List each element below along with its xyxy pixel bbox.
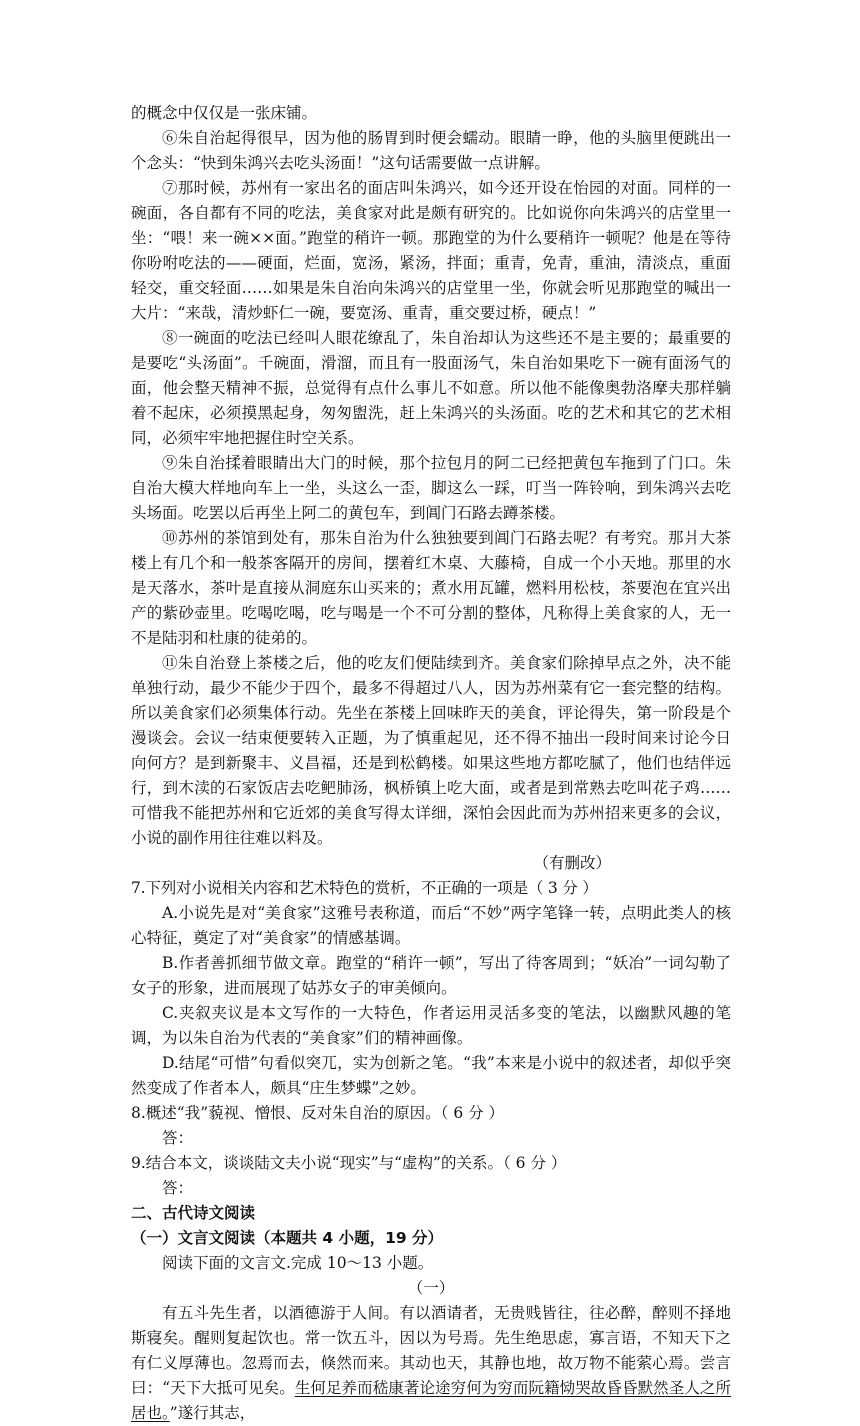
passage-part-label: （一） [407, 1279, 455, 1297]
abridged-note: （有删改） [533, 854, 611, 872]
story-paragraph-8: ⑧一碗面的吃法已经叫人眼花缭乱了，朱自治却认为这些还不是主要的；最重要的是要吃“头汤面”。千碗面，滑溜，而且有一股面汤气，朱自治如果吃下一碗有面汤气的面，他会整天精神不振，总觉得有点什么事儿不如意。所以他不能像奥勃洛摩夫那样躺着不起床，必须摸黑起身，匆匆盥洗，赶上朱鸿兴的头汤面。吃的艺术和其它的艺术相同，必须牢牢地把握住时空关系。 [131, 329, 731, 447]
question-7-option-b: B.作者善抓细节做文章。跑堂的“稍许一顿”，写出了待客周到；“妖冶”一词勾勒了女子的形象，进而展现了姑苏女子的审美倾向。 [131, 954, 731, 997]
question-7-option-a: A.小说先是对“美食家”这雅号表称道，而后“不妙”两字笔锋一转，点明此类人的核心特征，奠定了对“美食家”的情感基调。 [131, 904, 731, 947]
document-page [131, 101, 731, 1426]
story-paragraph-11: ⑪朱自治登上茶楼之后，他的吃友们便陆续到齐。美食家们除掉早点之外，决不能单独行动，最少不能少于四个，最多不得超过八人，因为苏州菜有它一套完整的结构。所以美食家们必须集体行动。先坐在茶楼上回味昨天的美食，评论得失，第一阶段是个漫谈会。会议一结束便要转入正题，为了慎重起见，还不得不抽出一段时间来讨论今日向何方？是到新聚丰、义昌福，还是到松鹤楼。如果这些地方都吃腻了，他们也结伴远行，到木渎的石家饭店去吃鲃肺汤，枫桥镇上吃大面，或者是到常熟去吃叫花子鸡……可惜我不能把苏州和它近郊的美食写得太详细，深怕会因此而为苏州招来更多的会议，小说的副作用往往难以料及。 [131, 654, 731, 847]
question-7-option-c: C.夹叙夹议是本文写作的一大特色，作者运用灵活多变的笔法，以幽默风趣的笔调，为以朱自治为代表的“美食家”们的精神画像。 [131, 1004, 731, 1047]
story-paragraph-9: ⑨朱自治揉着眼睛出大门的时候，那个拉包月的阿二已经把黄包车拖到了门口。朱自治大模大样地向车上一坐，头这么一歪，脚这么一踩，叮当一阵铃响，到朱鸿兴去吃头场面。吃罢以后再坐上阿二的黄包车，到阊门石路去蹲茶楼。 [131, 454, 731, 522]
reading-instruction: 阅读下面的文言文.完成 10～13 小题。 [162, 1254, 434, 1272]
subsection-heading: （一）文言文阅读（本题共 4 小题，19 分） [131, 1229, 444, 1247]
story-paragraph-continued: 的概念中仅仅是一张床铺。 [131, 104, 318, 122]
underlined-sentence: 生何足养而嵇康著论途穷何为穷而阮籍恸哭故昏昏默然圣人之所居也。 [131, 1379, 731, 1422]
story-paragraph-7: ⑦那时候，苏州有一家出名的面店叫朱鸿兴，如今还开设在怡园的对面。同样的一碗面，各自都有不同的吃法，美食家对此是颇有研究的。比如说你向朱鸿兴的店堂里一坐：“喂！来一碗××面。”跑堂的稍许一顿。那跑堂的为什么要稍许一顿呢？他是在等待你吩咐吃法的——硬面，烂面，宽汤，紧汤，拌面；重青，免青，重油，清淡点，重面轻交，重交轻面……如果是朱自治向朱鸿兴的店堂里一坐，你就会听见那跑堂的喊出一大片：“来哉，清炒虾仁一碗，要宽汤、重青，重交要过桥，硬点！” [131, 179, 731, 322]
question-8-answer-label: 答： [162, 1129, 194, 1147]
story-paragraph-10: ⑩苏州的茶馆到处有，那朱自治为什么独独要到阊门石路去呢？有考究。那爿大茶楼上有几个和一般茶客隔开的房间，摆着红木桌、大藤椅，自成一个小天地。那里的水是天落水，茶叶是直接从洞庭东山买来的；煮水用瓦罐，燃料用松枝，茶要泡在宜兴出产的紫砂壶里。吃喝吃喝，吃与喝是一个不可分割的整体，凡称得上美食家的人，无一不是陆羽和杜康的徒弟的。 [131, 529, 731, 647]
passage-text-after: ”遂行其志， [169, 1404, 256, 1422]
question-9-answer-label: 答： [162, 1179, 194, 1197]
question-7-option-d: D.结尾“可惜”句看似突兀，实为创新之笔。“我”本来是小说中的叙述者，却似乎突然变成了作者本人，颇具“庄生梦蝶”之妙。 [131, 1054, 731, 1097]
question-9: 9.结合本文，谈谈陆文夫小说“现实”与“虚构”的关系。（ 6 分 ） [131, 1154, 567, 1172]
passage-text-before: 有五斗先生者，以酒德游于人间。有以酒请者，无贵贱皆往，往必醉，醉则不择地斯寝矣。醒则复起饮也。常一饮五斗，因以为号焉。先生绝思虑，寡言语，不知天下之有仁义厚薄也。忽焉而去，倏然而来。其动也天，其静也地，故万物不能萦心焉。尝言曰：“天下大抵可见矣。 [131, 1304, 731, 1397]
question-7: 7.下列对小说相关内容和艺术特色的赏析，不正确的一项是（ 3 分 ） [131, 879, 598, 897]
story-paragraph-6: ⑥朱自治起得很早，因为他的肠胃到时便会蠕动。眼睛一睁，他的头脑里便跳出一个念头：“快到朱鸿兴去吃头汤面！”这句话需要做一点讲解。 [131, 129, 731, 172]
section-heading: 二、古代诗文阅读 [131, 1204, 256, 1222]
question-8: 8.概述“我”藐视、憎恨、反对朱自治的原因。（ 6 分 ） [131, 1104, 505, 1122]
classical-passage [131, 1301, 731, 1426]
